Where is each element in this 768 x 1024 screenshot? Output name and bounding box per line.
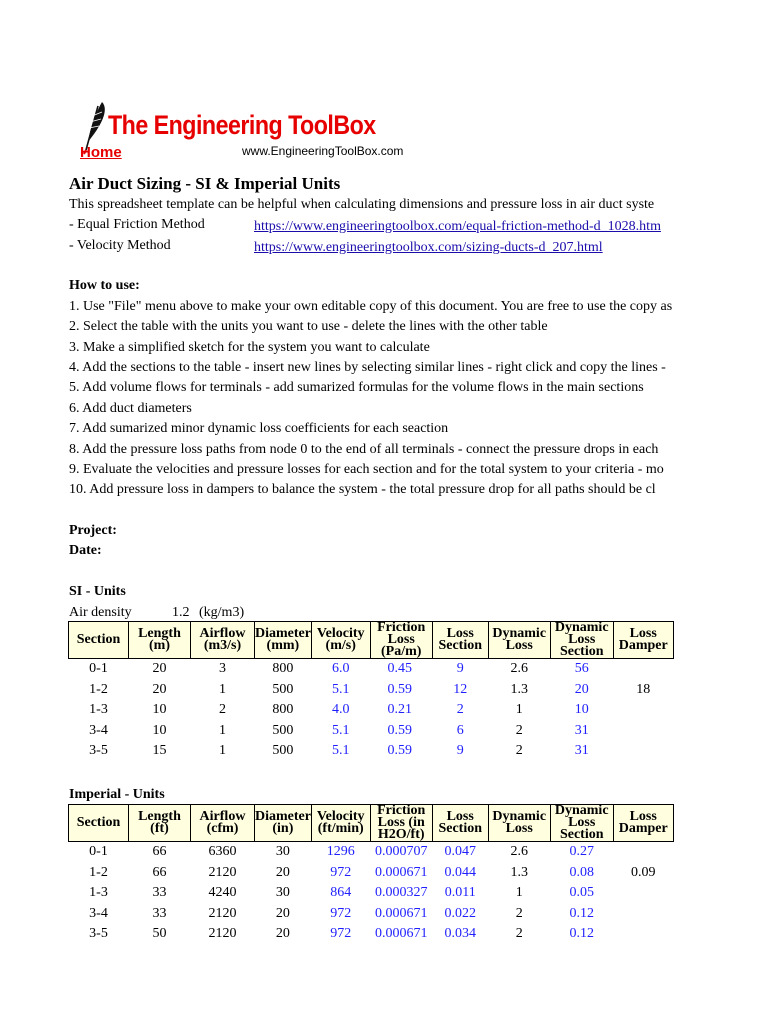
cell[interactable]: 1.3 [510, 681, 528, 697]
si-col-loss-section: Loss Section [432, 622, 488, 659]
link-velocity-method[interactable]: https://www.engineeringtoolbox.com/sizing-ducts-d_207.html [254, 240, 603, 255]
cell[interactable]: 0.022 [444, 905, 476, 921]
table-row [69, 842, 674, 863]
table-row [69, 924, 674, 945]
table-row [69, 863, 674, 884]
cell[interactable]: 0-1 [89, 844, 108, 860]
brand-logo-text: The Engineering ToolBox [108, 110, 376, 140]
cell[interactable]: 66 [152, 844, 167, 860]
cell[interactable]: 3-5 [89, 743, 108, 759]
cell[interactable]: 0.044 [444, 864, 476, 880]
link-equal-friction[interactable]: https://www.engineeringtoolbox.com/equal-friction-method-d_1028.htm [254, 219, 661, 234]
cell[interactable]: 1-3 [89, 702, 108, 718]
si-col-friction-loss: Friction Loss (Pa/m) [370, 622, 432, 659]
step-8: 8. Add the pressure loss paths from node 0 to the end of all terminals - connect the pressure drops in each [69, 442, 659, 457]
cell[interactable]: 3-4 [89, 905, 108, 921]
imp-col-velocity: Velocity (ft/min) [311, 805, 370, 842]
imp-col-dynamic-loss-section: Dynamic Loss Section [550, 805, 613, 842]
cell[interactable]: 500 [272, 743, 294, 759]
cell[interactable]: 2 [515, 905, 523, 921]
cell[interactable]: 0.000707 [374, 844, 428, 860]
cell[interactable]: 500 [272, 722, 294, 738]
table-row [69, 721, 674, 742]
cell[interactable]: 33 [152, 885, 167, 901]
cell[interactable]: 0.000327 [374, 885, 428, 901]
step-10: 10. Add pressure loss in dampers to balance the system - the total pressure drop for all paths should be cl [69, 482, 656, 497]
si-col-length: Length (m) [129, 622, 191, 659]
imp-col-section: Section [69, 805, 129, 842]
cell[interactable]: 20 [152, 681, 167, 697]
si-table [68, 621, 674, 762]
cell[interactable]: 30 [275, 885, 290, 901]
cell[interactable] [613, 842, 673, 863]
cell[interactable]: 10 [574, 702, 589, 718]
cell[interactable]: 1-2 [89, 681, 108, 697]
cell[interactable]: 0.21 [387, 702, 412, 718]
cell[interactable]: 2 [515, 722, 523, 738]
cell[interactable]: 1296 [326, 844, 355, 860]
cell[interactable]: 12 [453, 681, 468, 697]
cell[interactable]: 500 [272, 681, 294, 697]
cell[interactable]: 0-1 [89, 661, 108, 677]
cell[interactable]: 0.12 [569, 905, 594, 921]
cell[interactable]: 800 [272, 702, 294, 718]
air-density-label: Air density [69, 605, 132, 620]
cell[interactable]: 2.6 [510, 661, 528, 677]
imp-col-diameter: Diameter (in) [255, 805, 312, 842]
cell[interactable]: 4.0 [331, 702, 350, 718]
cell[interactable]: 0.59 [387, 681, 412, 697]
cell[interactable]: 66 [152, 864, 167, 880]
cell[interactable] [613, 883, 673, 904]
cell[interactable]: 1 [219, 743, 226, 759]
cell[interactable]: 3 [219, 661, 226, 677]
cell[interactable]: 50 [152, 926, 167, 942]
cell[interactable]: 5.1 [331, 722, 350, 738]
cell[interactable]: 0.000671 [374, 926, 428, 942]
imperial-header-row [69, 805, 674, 842]
cell[interactable] [613, 924, 673, 945]
si-header-row [69, 622, 674, 659]
cell[interactable]: 1 [515, 885, 523, 901]
cell[interactable]: 1 [219, 681, 226, 697]
page-title: Air Duct Sizing - SI & Imperial Units [69, 174, 341, 193]
cell[interactable]: 0.59 [387, 743, 412, 759]
cell[interactable]: 15 [152, 743, 167, 759]
cell[interactable]: 0.000671 [374, 905, 428, 921]
si-col-section: Section [69, 622, 129, 659]
si-col-airflow: Airflow (m3/s) [191, 622, 255, 659]
cell[interactable]: 20 [152, 661, 167, 677]
cell[interactable]: 972 [330, 864, 352, 880]
si-heading: SI - Units [69, 584, 126, 599]
cell[interactable]: 10 [152, 702, 167, 718]
cell[interactable]: 30 [275, 844, 290, 860]
imp-col-loss-section: Loss Section [432, 805, 488, 842]
cell[interactable]: 0.047 [444, 844, 476, 860]
step-3: 3. Make a simplified sketch for the system you want to calculate [69, 340, 430, 355]
cell[interactable]: 9 [456, 743, 464, 759]
si-col-velocity: Velocity (m/s) [311, 622, 370, 659]
si-col-diameter: Diameter (mm) [255, 622, 312, 659]
intro-text: This spreadsheet template can be helpful when calculating dimensions and pressure loss in air duct syste [69, 197, 655, 212]
cell[interactable]: 6360 [208, 844, 237, 860]
si-col-dynamic-loss: Dynamic Loss [488, 622, 550, 659]
cell[interactable]: 3-5 [89, 926, 108, 942]
cell[interactable]: 1-2 [89, 864, 108, 880]
air-density-value[interactable]: 1.2 [172, 605, 190, 620]
table-row [69, 680, 674, 701]
step-6: 6. Add duct diameters [69, 401, 192, 416]
si-col-loss-damper: Loss Damper [613, 622, 673, 659]
cell[interactable] [613, 700, 673, 721]
cell[interactable]: 2 [515, 926, 523, 942]
cell[interactable]: 20 [275, 926, 290, 942]
cell[interactable]: 0.45 [387, 661, 412, 677]
cell[interactable]: 0.08 [569, 864, 594, 880]
cell[interactable] [613, 741, 673, 762]
cell[interactable]: 31 [574, 722, 589, 738]
imp-col-loss-damper: Loss Damper [613, 805, 673, 842]
cell[interactable]: 2 [515, 743, 523, 759]
cell[interactable]: 5.1 [331, 743, 350, 759]
cell[interactable]: 33 [152, 905, 167, 921]
cell[interactable]: 3-4 [89, 722, 108, 738]
cell[interactable]: 0.12 [569, 926, 594, 942]
step-5: 5. Add volume flows for terminals - add sumarized formulas for the volume flows in the main sections [69, 380, 644, 395]
cell[interactable]: 2120 [208, 864, 237, 880]
cell[interactable]: 0.05 [569, 885, 594, 901]
imp-col-dynamic-loss: Dynamic Loss [488, 805, 550, 842]
cell[interactable]: 0.27 [569, 844, 594, 860]
cell[interactable]: 31 [574, 743, 589, 759]
imp-col-airflow: Airflow (cfm) [191, 805, 255, 842]
imperial-heading: Imperial - Units [69, 787, 165, 802]
cell[interactable]: 4240 [208, 885, 237, 901]
imperial-table [68, 804, 674, 945]
cell[interactable]: 5.1 [331, 681, 350, 697]
cell[interactable]: 972 [330, 926, 352, 942]
cell[interactable]: 1 [219, 722, 226, 738]
cell[interactable]: 1.3 [510, 864, 528, 880]
si-col-dynamic-loss-section: Dynamic Loss Section [550, 622, 613, 659]
cell[interactable]: 2.6 [510, 844, 528, 860]
cell[interactable] [613, 904, 673, 925]
cell[interactable]: 2120 [208, 905, 237, 921]
table-row [69, 700, 674, 721]
table-row [69, 883, 674, 904]
step-1: 1. Use "File" menu above to make your own editable copy of this document. You are free to use the copy as [69, 299, 673, 314]
cell[interactable]: 2 [456, 702, 464, 718]
air-density-unit: (kg/m3) [199, 605, 245, 620]
table-row [69, 904, 674, 925]
how-to-heading: How to use: [69, 278, 140, 293]
table-row [69, 659, 674, 680]
cell[interactable]: 864 [330, 885, 352, 901]
cell[interactable]: 0.034 [444, 926, 476, 942]
site-url: www.EngineeringToolBox.com [242, 144, 404, 158]
date-label: Date: [69, 543, 102, 558]
home-link[interactable]: Home [80, 144, 122, 161]
cell[interactable]: 6.0 [331, 661, 350, 677]
cell[interactable]: 0.000671 [374, 864, 428, 880]
step-7: 7. Add sumarized minor dynamic loss coefficients for each seaction [69, 421, 449, 436]
cell[interactable]: 0.09 [630, 864, 656, 880]
cell[interactable]: 10 [152, 722, 167, 738]
cell[interactable]: 0.59 [387, 722, 412, 738]
cell[interactable]: 56 [574, 661, 589, 677]
cell[interactable]: 18 [636, 681, 651, 697]
cell[interactable]: 972 [330, 905, 352, 921]
cell[interactable]: 2120 [208, 926, 237, 942]
cell[interactable]: 20 [275, 905, 290, 921]
cell[interactable]: 1-3 [89, 885, 108, 901]
step-9: 9. Evaluate the velocities and pressure losses for each section and for the total system to your criteria - mo [69, 462, 664, 477]
cell[interactable]: 1 [515, 702, 523, 718]
cell[interactable]: 20 [574, 681, 589, 697]
cell[interactable]: 20 [275, 864, 290, 880]
cell[interactable]: 6 [456, 722, 464, 738]
method-label-velocity: - Velocity Method [69, 238, 171, 253]
cell[interactable]: 0.011 [444, 885, 476, 901]
cell[interactable] [613, 721, 673, 742]
cell[interactable]: 9 [456, 661, 464, 677]
step-4: 4. Add the sections to the table - insert new lines by selecting similar lines - right click and copy the lines - [69, 360, 666, 375]
cell[interactable]: 800 [272, 661, 294, 677]
table-row [69, 741, 674, 762]
cell[interactable]: 2 [219, 702, 226, 718]
imp-col-friction-loss: Friction Loss (in H2O/ft) [370, 805, 432, 842]
step-2: 2. Select the table with the units you want to use - delete the lines with the other table [69, 319, 548, 334]
imp-col-length: Length (ft) [129, 805, 191, 842]
cell[interactable] [613, 659, 673, 680]
project-label: Project: [69, 523, 117, 538]
method-label-equal-friction: - Equal Friction Method [69, 217, 205, 232]
